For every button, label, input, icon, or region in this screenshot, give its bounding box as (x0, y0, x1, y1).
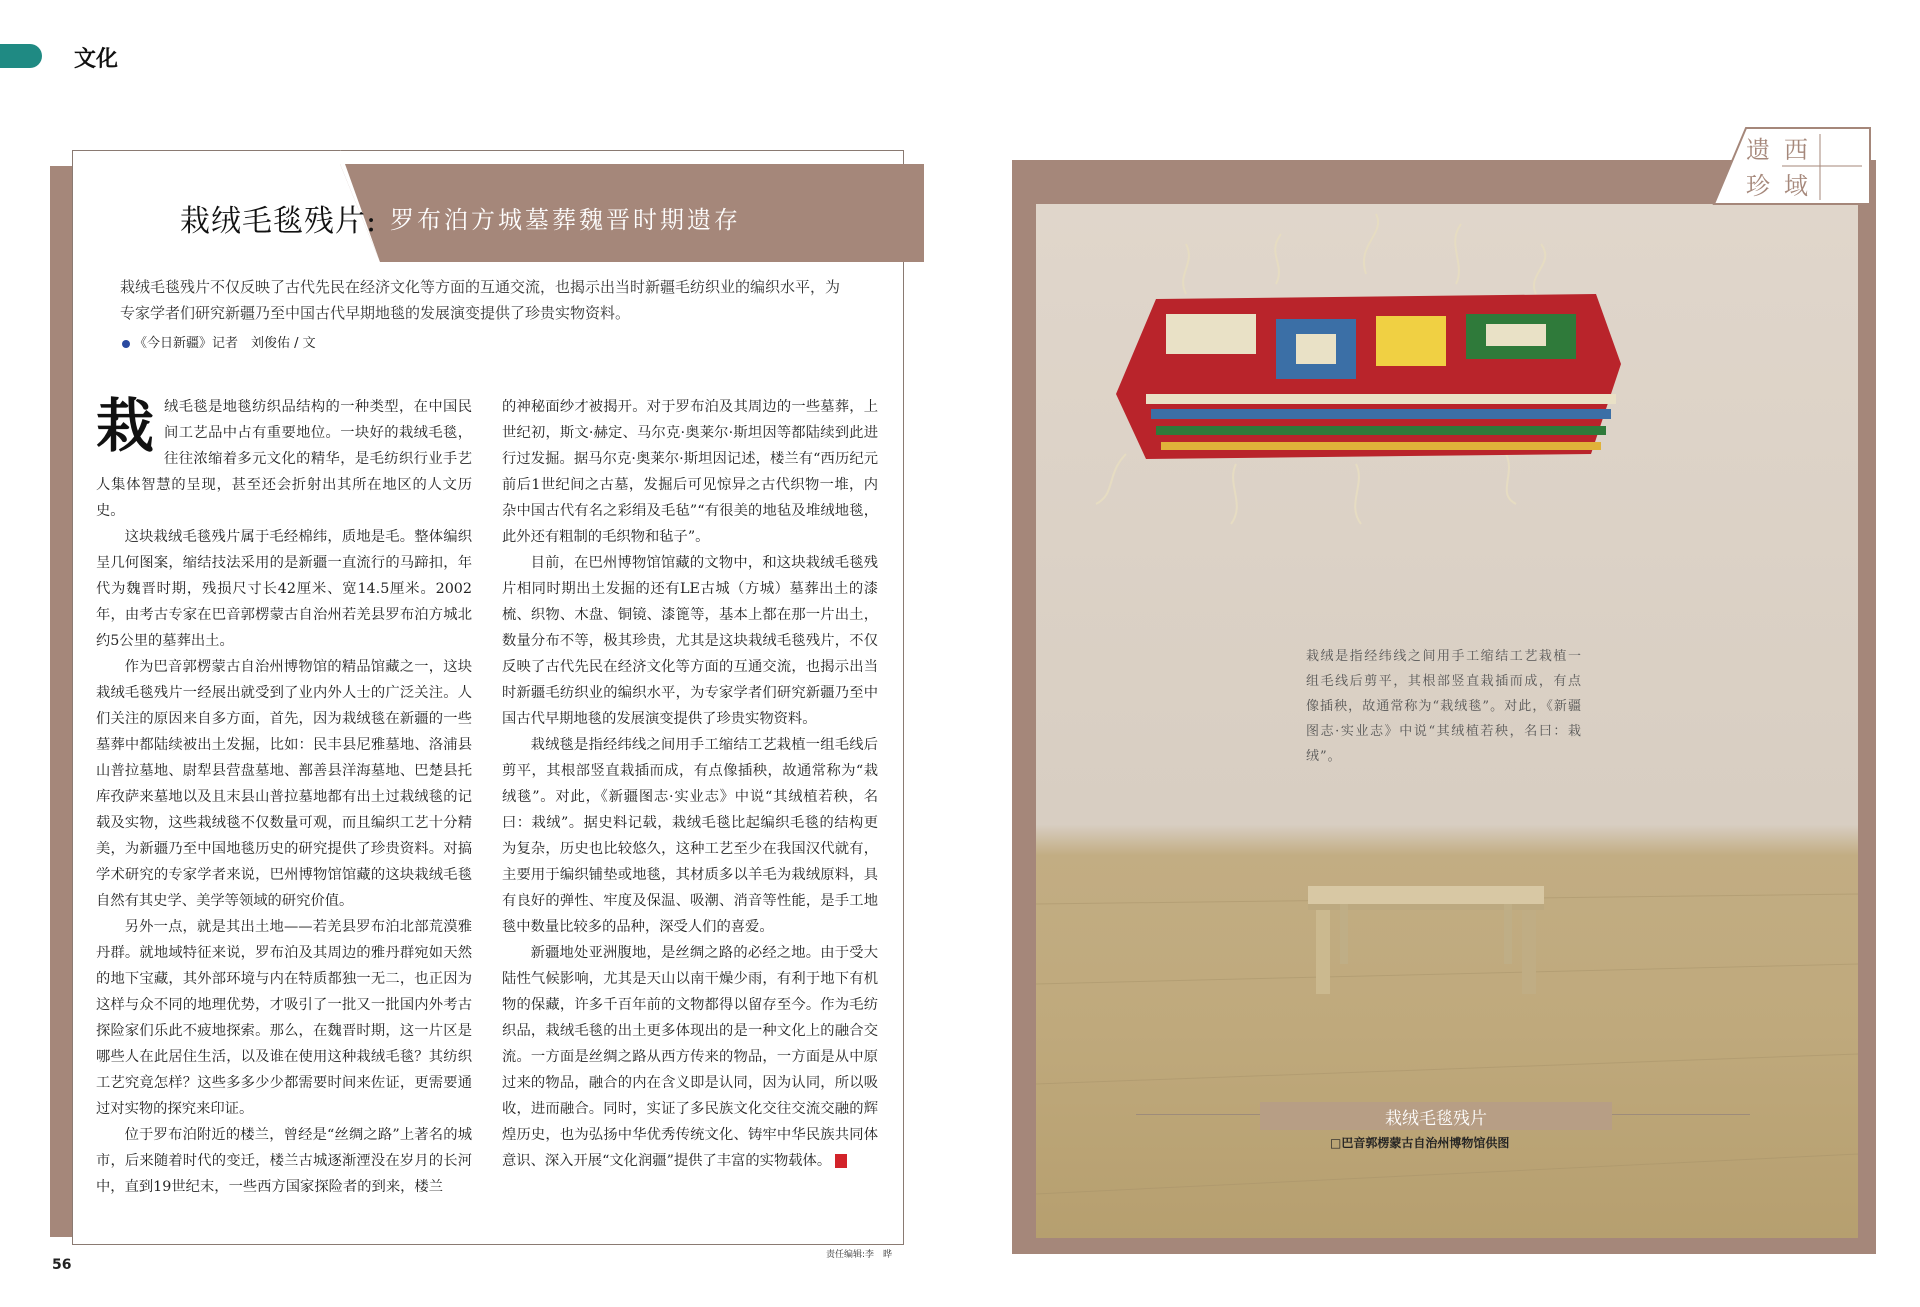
article-subtitle: 罗布泊方城墓葬魏晋时期遗存 (390, 206, 741, 234)
paragraph: 目前，在巴州博物馆馆藏的文物中，和这块栽绒毛毯残片相同时期出土发掘的还有LE古城（方城）墓葬出土的漆梳、织物、木盘、铜镜、漆篦等，基本上都在那一片出土，数量分布不等，极其珍贵，尤其是这块栽绒毛毯残片，不仅反映了古代先民在经济文化等方面的互通交流，也揭示出当时新疆毛纺织业的编织水平，为专家学者们研究新疆乃至中国古代早期地毯的发展演变提供了珍贵实物资料。 (502, 555, 878, 727)
paragraph: 新疆地处亚洲腹地，是丝绸之路的必经之地。由于受大陆性气候影响，尤其是天山以南干燥少雨，有利于地下有机物的保藏，许多千百年前的文物都得以留存至今。作为毛纺织品，栽绒毛毯的出土更多体现出的是一种文化上的融合交流。一方面是丝绸之路从西方传来的物品，一方面是从中原过来的物品，融合的内在含义即是认同，因为认同，所以吸收，进而融合。同时，实证了多民族文化交往交流交融的辉煌历史，也为弘扬中华优秀传统文化、铸牢中华民族共同体意识、深入开展“文化润疆”提供了丰富的实物载体。 (502, 945, 878, 1169)
body-column-left (96, 394, 472, 1200)
carpet-stripe (1156, 426, 1606, 435)
article-title: 栽绒毛毯残片: (180, 204, 378, 239)
caption-label: 栽绒毛毯残片 (1385, 1109, 1487, 1129)
paragraph: 这块栽绒毛毯残片属于毛经棉纬，质地是毛。整体编织呈几何图案，缩结技法采用的是新疆一直流行的马蹄扣，年代为魏晋时期，残损尺寸长42厘米、宽14.5厘米。2002年，由考古专家在巴音郭楞蒙古自治州若羌县罗布泊方城北约5公里的墓葬出土。 (96, 529, 472, 649)
section-title: 文化 (74, 47, 119, 72)
emblem-char: 西 (1784, 136, 1808, 164)
bench (1308, 886, 1544, 994)
paragraph: 栽绒毛毯是地毯纺织品结构的一种类型，在中国民间工艺品中占有重要地位。一块好的栽绒毛毯，往往浓缩着多元文化的精华，是毛纺织行业手艺人集体智慧的呈现，甚至还会折射出其所在地区的人文历史。 (96, 392, 472, 519)
section-tab-marker (0, 44, 42, 68)
paragraph: 另外一点，就是其出土地——若羌县罗布泊北部荒漠雅丹群。就地域特征来说，罗布泊及其周边的雅丹群宛如天然的地下宝藏，其外部环境与内在特质都独一无二，也正因为这样与众不同的地理优势，才吸引了一批又一批国内外考古探险家们乐此不疲地探索。那么，在魏晋时期，这一片区是哪些人在此居住生活，以及谁在使用这种栽绒毛毯？其纺织工艺究竟怎样？这些多多少少都需要时间来佐证，更需要通过对实物的探究来印证。 (96, 919, 472, 1117)
body-column-right (502, 394, 878, 1174)
paragraph: 栽绒毯是指经纬线之间用手工缩结工艺栽植一组毛线后剪平，其根部竖直栽插而成，有点像插秧，故通常称为“栽绒毯”。对此，《新疆图志·实业志》中说“其绒植若秧，名曰：栽绒”。据史料记载，栽绒毛毯比起编织毛毯的结构更为复杂，历史也比较悠久，这种工艺至少在我国汉代就有，主要用于编织铺垫或地毯，其材质多以羊毛为栽绒原料，具有良好的弹性、牢度及保温、吸潮、消音等性能，是手工地毯中数量比较多的品种，深受人们的喜爱。 (502, 737, 878, 935)
paragraph: 作为巴音郭楞蒙古自治州博物馆的精品馆藏之一，这块栽绒毛毯残片一经展出就受到了业内外人士的广泛关注。人们关注的原因来自多方面，首先，因为栽绒毯在新疆的一些墓葬中都陆续被出土发掘，比如：民丰县尼雅墓地、洛浦县山普拉墓地、尉犁县营盘墓地、鄯善县洋海墓地、巴楚县托库孜萨来墓地以及且末县山普拉墓地都有出土过栽绒毯的记载及实物，这些栽绒毯不仅数量可观，而且编织工艺十分精美，为新疆乃至中国地毯历史的研究提供了珍贵资料。对搞学术研究的专家学者来说，巴州博物馆馆藏的这块栽绒毛毯自然有其史学、美学等领域的研究价值。 (96, 659, 472, 909)
paragraph: 位于罗布泊附近的楼兰，曾经是“丝绸之路”上著名的城市，后来随着时代的变迁，楼兰古城逐渐湮没在岁月的长河中，直到19世纪末，一些西方国家探险者的到来，楼兰 (96, 1127, 472, 1195)
carpet-fragment (1096, 214, 1621, 524)
carpet-stripe (1161, 442, 1601, 450)
end-mark-icon (835, 1154, 847, 1168)
carpet-motif (1486, 324, 1546, 346)
paragraph: 的神秘面纱才被揭开。对于罗布泊及其周边的一些墓葬，上世纪初，斯文·赫定、马尔克·奥莱尔·斯坦因等都陆续到此进行过发掘。据马尔克·奥莱尔·斯坦因记述，楼兰有“西历纪元前后1世纪间之古墓，发掘后可见惊异之古代织物一堆，内杂中国古代有名之彩绢及毛毡”“有很美的地毡及堆绒地毯，此外还有粗制的毛织物和毡子”。 (502, 399, 878, 545)
byline-text: 《今日新疆》记者 刘俊佑 / 文 (134, 336, 316, 351)
emblem-char: 遗 (1746, 136, 1770, 164)
carpet-motif (1296, 334, 1336, 364)
page-number: 56 (52, 1257, 72, 1273)
carpet-stripe (1146, 394, 1616, 404)
emblem-char: 域 (1784, 172, 1808, 200)
left-page-bar (50, 166, 72, 1237)
byline (122, 332, 316, 351)
photo-caption-text: 栽绒是指经纬线之间用手工缩结工艺栽植一组毛线后剪平，其根部竖直栽插而成，有点像插秧，故通常称为“栽绒毯”。对此，《新疆图志·实业志》中说“其绒植若秧，名曰：栽绒”。 (1306, 649, 1582, 764)
editor-credit: 责任编辑:李 晔 (826, 1250, 893, 1260)
emblem-char: 珍 (1746, 172, 1770, 200)
photo-credit: □巴音郭楞蒙古自治州博物馆供图 (1330, 1136, 1510, 1150)
dropcap: 栽 (96, 392, 155, 460)
article-intro: 栽绒毛毯残片不仅反映了古代先民在经济文化等方面的互通交流，也揭示出当时新疆毛纺织业的编织水平，为专家学者们研究新疆乃至中国古代早期地毯的发展演变提供了珍贵实物资料。 (120, 278, 841, 322)
carpet-motif (1166, 314, 1256, 354)
carpet-motif (1376, 316, 1446, 366)
carpet-stripe (1151, 409, 1611, 419)
byline-dot-icon (122, 340, 130, 348)
